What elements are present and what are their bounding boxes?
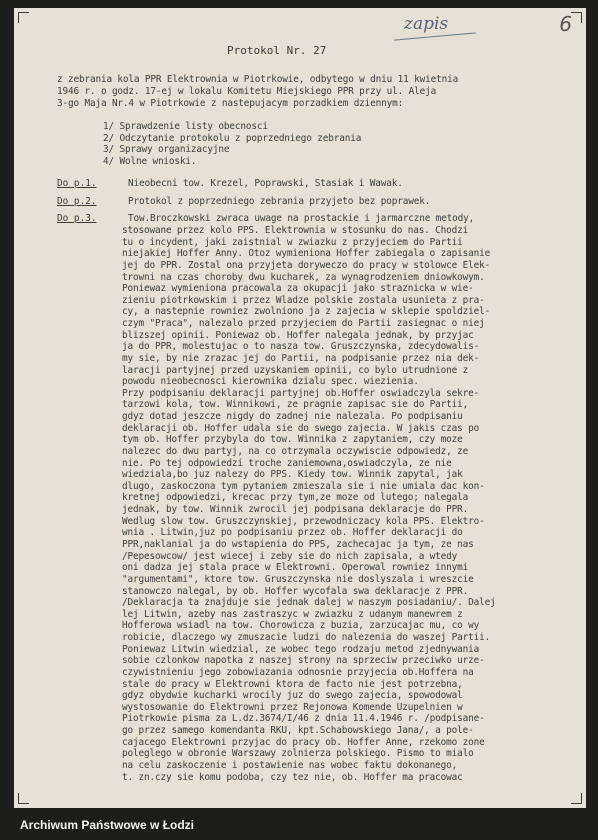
body-line: sobie czlonkow napotka z naszej strony na sprzeciw przeciwko urze-: [122, 655, 485, 667]
body-line: poleglego w obronie Warszawy zolnierza polskiego. Pismo to mialo: [122, 748, 474, 760]
body-line: robicie, dlaczego wy zmuszacie ludzi do nalezenia do waszej Partii.: [122, 632, 491, 644]
body-line: jednak, by tow. Winnik zwrocil jej podpisana deklaracje do PPR.: [122, 504, 469, 516]
body-line: czym "Praca", nalezalo przed przyjeciem do Partii zasiegnac o niej: [122, 318, 485, 330]
point-text: Protokol z poprzedniego zebrania przyjeto bez poprawek.: [128, 196, 431, 207]
body-line: "argumentami", ktore tow. Gruszczynska nie doslyszala i wreszcie: [122, 573, 474, 585]
body-line: cy, a nastepnie rowniez zwolniono ja z zajecia w sklepie spoldziel-: [122, 306, 491, 318]
body-line: PPR,naklanial ja do wstapienia do PPS, zachecajac ja tym, ze nas: [122, 539, 474, 550]
body-line: powodu nieobecnosci kierownika dzialu spec. wiezienia.: [122, 376, 419, 388]
body-line: Wedlug slow tow. Gruszczynskiej, przewodniczacy kola PPS. Elektro-: [122, 515, 485, 527]
body-line: go przez samego komendanta RKU, kpt.Schabowskiego Jana/, a pole-: [122, 725, 474, 737]
body-line: wystosowanie do Elektrowni przez Rejonowa Komende Uzupelnien w: [122, 701, 463, 713]
body-line: zieniu piotrkowskim i przez Wladze polskie zostala usunieta z pra-: [122, 294, 485, 306]
body-line: Poniewaz wymieniona pracowala za okupacji jako straznicka w wie-: [122, 283, 474, 295]
body-line: jej do PPR. Zostal ona przyjeta doryweczo do pracy w stolowce Elek-: [122, 259, 491, 271]
corner-mark: [571, 12, 582, 23]
agenda-item: 3/ Sprawy organizacyjne: [103, 144, 230, 155]
body-line: my sie, by nie zrazac jej do Partii, na podpisanie przez nia dek-: [122, 352, 480, 364]
point-label: Do p.2.: [57, 196, 97, 207]
corner-mark: [18, 793, 29, 804]
body-line: wiedziala,bo juz nalezy do PPS. Kiedy tow. Winnik zapytal, jak: [122, 469, 463, 481]
body-line: lej Litwin, azeby nas zastraszyc w zwiazku z udanym manewrem z: [122, 608, 463, 620]
body-line: wnia . Litwin,juz po podpisaniu przez ob. Hoffer deklaracji do: [122, 527, 463, 539]
corner-mark: [18, 12, 29, 23]
point-text: Tow.Broczkowski zwraca uwage na prostackie i jarmarczne metody,: [128, 213, 475, 224]
handwritten-note: zapis: [404, 14, 449, 34]
corner-mark: [571, 793, 582, 804]
point-label: Do p.3.: [57, 213, 97, 224]
point-text: Nieobecni tow. Krezel, Poprawski, Stasiak i Wawak.: [128, 178, 403, 189]
body-line: niejakiej Hoffer Anny. Otoz wymieniona Hoffer zabiegala o zapisanie: [122, 248, 491, 260]
body-line: kretnej odpowiedzi, krecac przy tym,ze moze od lutego; nalegala: [122, 492, 469, 504]
body-line: t. zn.czy sie komu podoba, czy tez nie, ob. Hoffer ma pracowac: [122, 771, 463, 783]
body-line: gdyz dotad jeszcze nigdy do zadnej nie nalezala. Po podpisaniu: [122, 411, 463, 423]
body-line: czywistnieniu jego zobowiazania odnosnie przyjecia ob.Hoffera na: [122, 666, 474, 678]
body-line: stanowczo nalegal, by ob. Hoffer wycofala swa deklaracje z PPR.: [122, 585, 469, 597]
body-line: cajacego Elektrowni przyjac do pracy ob. Hoffer Anne, rzekomo zone: [122, 736, 485, 748]
body-line: Piotrkowie pisma za L.dz.3674/I/46 z dnia 11.4.1946 r. /podpisane-: [122, 713, 485, 725]
agenda-item: 4/ Wolne wnioski.: [103, 155, 197, 167]
body-line: gdyz obydwie kucharki wrocily juz do swego zajecia, spowodowal: [122, 690, 463, 702]
body-line: trowni na czas choroby dwu kucharek, za wynagrodzeniem dniowkowym.: [122, 271, 485, 283]
body-line: laracji partyjnej przed uzyskaniem opinii, co bylo utrudnione z: [122, 364, 469, 376]
agenda-item: 2/ Odczytanie protokolu z poprzedniego zebrania: [103, 132, 362, 144]
point-label: Do p.1.: [57, 178, 97, 189]
body-line: blizszej opinii. Poniewaz ob. Hoffer nalegala jednak, by przyjac: [122, 329, 474, 341]
body-line: ja do PPR, molestujac o to nasza tow. Gruszczynska, zdecydowalis-: [122, 341, 480, 353]
body-line: tu o incydent, jaki zaistnial w zwiazku z przyjeciem do Partii: [122, 236, 463, 248]
body-line: Poniewaz Litwin wiedzial, ze wobec tego rodzaju metod zjednywania: [122, 643, 480, 655]
intro-line: z zebrania kola PPR Elektrownia w Piotrkowie, odbytego w dniu 11 kwietnia: [57, 74, 459, 85]
body-line: deklaracji ob. Hoffer udala sie do swego zajecia. W jakis czas po: [122, 422, 480, 434]
body-line: Przy podpisaniu deklaracji partyjnej ob.Hoffer oswiadczyla sekre-: [122, 387, 480, 399]
body-line: Hofferowa wsiadl na tow. Chorowicza z buzia, zarzucajac mu, co wy: [122, 620, 480, 632]
body-line: na celu zaskoczenie i postawienie nas wobec faktu dokonanego,: [122, 759, 458, 771]
body-line: nie. Po tej odpowiedzi troche zaniemowna,oswiadczyla, ze nie: [122, 457, 452, 469]
agenda-item: 1/ Sprawdzenie listy obecnosci: [103, 121, 268, 132]
body-line: /Deklaracja ta znajduje sie jednak dalej w naszym posiadaniu/. Dalej: [122, 597, 496, 609]
body-line: oni dadza jej stala prace w Elektrowni. Operowal rowniez innymi: [122, 562, 469, 574]
body-line: stale do pracy w Elektrowni ktora de facto nie jest potrzebna,: [122, 678, 463, 690]
archive-name: Archiwum Państwowe w Łodzi: [20, 818, 195, 832]
document-title: Protokol Nr. 27: [227, 44, 327, 57]
page-number: 6: [559, 12, 572, 36]
body-line: tym ob. Hoffer przybyla do tow. Winnika z zapytaniem, czy moze: [122, 434, 463, 446]
body-line: stosowane przez kolo PPS. Elektrownia w stosunku do nas. Chodzi: [122, 225, 469, 236]
body-line: tarzowi kola, tow. Winnikowi, ze pragnie zapisac sie do Partii,: [122, 399, 469, 411]
body-line: dlugo, zaskoczona tym pytaniem zmieszala sie i nie umiala dac kon-: [122, 480, 485, 492]
intro-line: 3-go Maja Nr.4 w Piotrkowie z nastepujacym porzadkiem dziennym:: [57, 98, 404, 109]
body-line: nalezec do dwu partyj, na co otrzymala oczywiscie odpowiedz, ze: [122, 445, 469, 457]
intro-line: 1946 r. o godz. 17-ej w lokalu Komitetu Miejskiego PPR przy ul. Aleja: [57, 86, 437, 97]
body-line: /Pepesowcow/ jest wiecej i zeby sie do nich zapisala, a wtedy: [122, 550, 458, 562]
